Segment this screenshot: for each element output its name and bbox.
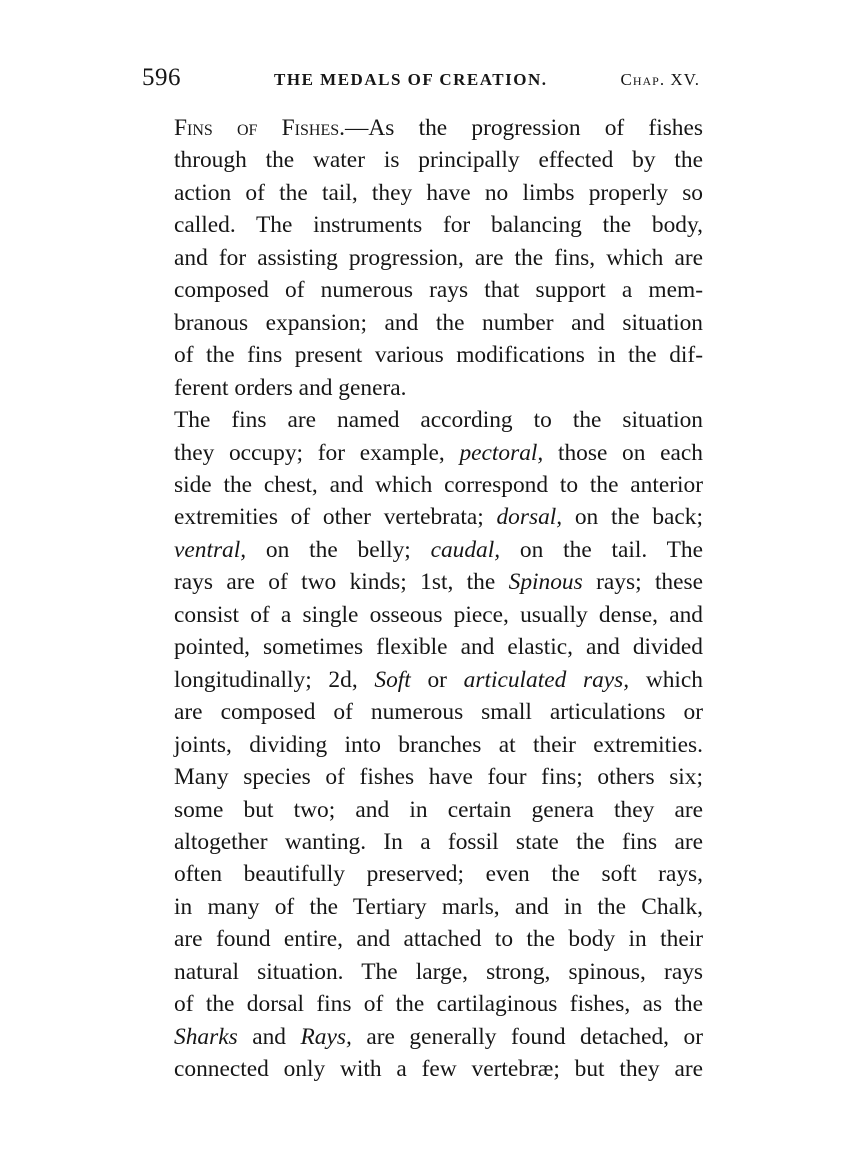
text-line: The fins are named according to the situation — [174, 407, 703, 434]
line-text: on the tail. The — [500, 536, 703, 563]
text-line: of the fins present various modifications in the dif- — [174, 342, 703, 369]
text-line: are composed of numerous small articulations or — [174, 699, 703, 726]
text-line: some but two; and in certain genera they are — [174, 796, 703, 823]
italic-term: Soft — [374, 666, 411, 693]
running-head — [142, 64, 700, 98]
text-line — [142, 664, 703, 696]
italic-term: articulated rays, — [463, 666, 630, 693]
line-text: are generally found detached, or — [351, 1023, 704, 1050]
text-line: altogether wanting. In a fossil state the fins are — [174, 828, 703, 855]
page-number: 596 — [142, 64, 181, 91]
italic-term: Spinous — [508, 569, 583, 596]
text-line — [142, 112, 703, 144]
paragraph-fin-names — [142, 404, 703, 1086]
italic-term: dorsal, — [496, 504, 563, 531]
line-text: longitudinally; 2d, — [174, 666, 375, 693]
text-line: pointed, sometimes flexible and elastic, and divided — [174, 634, 703, 661]
text-line — [142, 1021, 703, 1053]
text-line: are found entire, and attached to the body in their — [174, 926, 703, 953]
body-text — [142, 112, 703, 1086]
running-title: THE MEDALS OF CREATION. — [274, 70, 548, 89]
line-text: those on each — [543, 439, 703, 466]
text-line: consist of a single osseous piece, usually dense, and — [174, 601, 703, 628]
text-line — [142, 566, 703, 598]
paragraph-fins-of-fishes — [142, 112, 703, 404]
line-text: and — [237, 1023, 301, 1050]
text-line: in many of the Tertiary marls, and in the Chalk, — [174, 893, 703, 920]
line-text: extremities of other vertebrata; — [174, 504, 497, 531]
line-text: rays are of two kinds; 1st, the — [174, 569, 509, 596]
line-text: they occupy; for example, — [174, 439, 460, 466]
text-line: natural situation. The large, strong, spinous, rays — [174, 958, 703, 985]
text-line: branous expansion; and the number and situation — [174, 309, 703, 336]
italic-term: Sharks — [174, 1023, 238, 1050]
text-line: through the water is principally effected by the — [174, 147, 703, 174]
text-line: of the dorsal fins of the cartilaginous fishes, as the — [174, 991, 703, 1018]
line-text: or — [410, 666, 464, 693]
line-text: on the back; — [562, 504, 703, 531]
text-line: called. The instruments for balancing the body, — [174, 212, 703, 239]
section-heading: Fins of Fishes. — [174, 115, 345, 141]
line-text: which — [629, 666, 704, 693]
text-line: ferent orders and genera. — [174, 374, 407, 401]
italic-term: pectoral, — [459, 439, 544, 466]
italic-term: caudal, — [430, 536, 501, 563]
text-line — [142, 437, 703, 469]
text-line: composed of numerous rays that support a mem- — [174, 277, 703, 304]
line-text: on the belly; — [246, 536, 431, 563]
text-line: side the chest, and which correspond to the anterior — [174, 471, 703, 498]
italic-term: ventral, — [174, 536, 247, 563]
text-line — [142, 534, 703, 566]
text-line: and for assisting progression, are the fins, which are — [174, 244, 703, 271]
line-text: —As the progression of fishes — [344, 115, 703, 141]
text-line: joints, dividing into branches at their extremities. — [174, 731, 703, 758]
chapter-reference: Chap. XV. — [620, 70, 700, 89]
text-line: Many species of fishes have four fins; others six; — [174, 764, 703, 791]
text-line — [142, 501, 703, 533]
text-line: often beautifully preserved; even the soft rays, — [174, 861, 703, 888]
text-line: action of the tail, they have no limbs properly so — [174, 179, 703, 206]
line-text: rays; these — [582, 569, 703, 596]
italic-term: Rays, — [300, 1023, 352, 1050]
text-line: connected only with a few vertebræ; but they are — [174, 1056, 703, 1083]
